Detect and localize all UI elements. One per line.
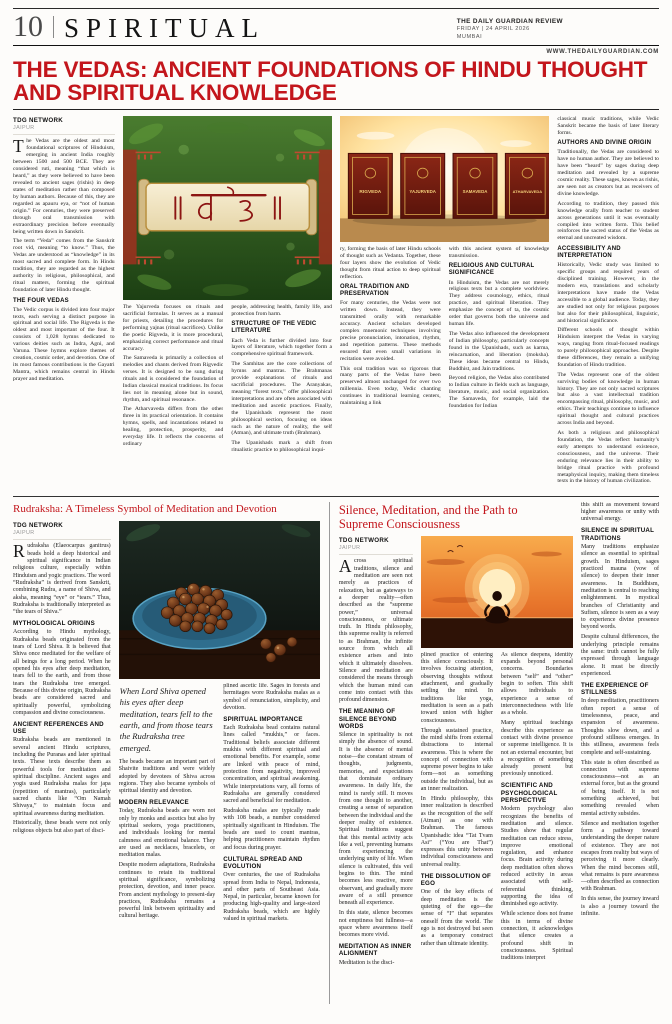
rudraksha-body — [13, 521, 320, 1004]
article-paragraph: Many spiritual teachings describe this experience as contact with divine presence or supreme intelligence. It is not an external encounter, but a recognition of something already present but previously unnoticed. — [500, 720, 573, 778]
article-paragraph: Modern psychology also recognizes the benefits of meditation and silence. Studies show that regular meditation can reduce stress, improve emotional regulation, and enhance focus. Brain activity during deep meditation often shows reduced activity in areas associated with self-referential thinking, supporting the idea of diminished ego activity. — [500, 806, 573, 908]
article-paragraph: Across spiritual traditions, silence and meditation are seen not merely as practices of relaxation, but as gateways to a deeper reality—often described as the “supreme power,” universal consciousness, or ultimate truth. In Hindu philosophy, this supreme reality is referred to as Brahman, the infinite source from which all existence arises and into which it ultimately dissolves. Silence and meditation are considered the means through which the human mind can come into contact with this profound dimension. — [338, 555, 413, 704]
lead-headline — [13, 58, 659, 110]
lead-middle-right-columns — [340, 246, 549, 490]
article-paragraph: The Vedas are the oldest and most foundational scriptures of Hinduism, emerging in ancient India roughly between 1500 and 500 BCE. They are considered ruti, meaning “that which is heard,” as they were believed to have been revealed to ancient sages (rishis) in deep states of meditation rather than composed by human authors. Because of this, they are regarded as apauru eya, or “not of human origin.” For centuries, they were preserved through oral transmission with extraordinary precision before eventually being written down in Sanskrit. — [13, 135, 115, 235]
rudraksha-column-2 — [119, 683, 216, 1004]
silence-headline-line1: Silence, Meditation, and the Path to — [338, 502, 518, 517]
lead-headline-line1: THE VEDAS: ANCIENT FOUNDATIONS OF HINDU THOUGHT — [13, 56, 648, 82]
section-title: SPIRITUAL — [64, 12, 266, 43]
sun — [479, 569, 515, 607]
article-subhead: THE EXPERIENCE OF STILLNESS — [580, 681, 649, 697]
issue-info — [457, 18, 563, 40]
article-paragraph: Beyond religion, the Vedas also contributed to Indian culture in fields such as language, literature, music, and social organization. The Samaveda, for example, laid the foundation for Indian — [448, 375, 550, 409]
book-title: RIGVEDA — [359, 188, 382, 194]
article-paragraph: this shift as movement toward higher awareness or unity with universal energy. — [580, 501, 659, 523]
article-paragraph: Despite modern adaptations, Rudraksha continues to retain its traditional spiritual significance, symbolizing protection, devotion, and inner peace. From ancient mythology to present-day practices, Rudraksha remains a powerful link between spirituality and cultural heritage. — [118, 862, 216, 920]
silence-right-group — [421, 536, 573, 1004]
article-paragraph: Historically, these beads were not only religious objects but also part of disci- — [13, 820, 111, 834]
city-line: MUMBAI — [456, 33, 483, 40]
article-paragraph: The Atharvaveda differs from the other three in its practical orientation. It contains hymns, spells, and incantations related to healing, protection, prosperity, and everyday life. It reflects the concerns of ordinary — [122, 406, 224, 448]
silence-main — [339, 502, 573, 1004]
book-atharvaveda — [505, 153, 549, 218]
article-paragraph: In deep meditation, practitioners often report a sense of timelessness, peace, and expansion of awareness. Thoughts slow down, and a profound stillness emerges. In this stillness, awareness feels complete and self-sustaining. — [580, 698, 659, 756]
rudraksha-column-1-text — [13, 540, 111, 835]
rudraksha-inner-columns — [119, 683, 320, 1004]
article-paragraph: Rudraksha (Elaeocarpus ganitrus) beads hold a deep historical and spiritual significance in Indian religious culture, especially within Hinduism and yogic practices. The word “Rudraksha” is derived from Sanskrit, combining Rudra, a name of Shiva, and aksha, meaning “eye” or “tears.” Thus, Rudraksha is traditionally interpreted as “the tears of Shiva.” — [13, 540, 111, 616]
article-paragraph: In Hindu philosophy, this inner realization is described as the recognition of the self (Atman) as one with Brahman. The famous Upanishadic idea “Tat Tvam Asi” (“You are That”) expresses this unity between individual consciousness and universal reality. — [420, 795, 493, 868]
article-subhead: ORAL TRADITION AND PRESERVATION — [340, 284, 410, 298]
article-paragraph: According to tradition, they passed this knowledge orally from teacher to student across generations until it was eventually compiled into written form. This belief reinforces the sacred status of the Vedas as eternal and uncreated wisdom. — [557, 200, 659, 242]
lead-article — [13, 58, 659, 490]
byline — [13, 116, 115, 136]
lead-middle-right-group — [340, 116, 549, 490]
lead-column-4 — [340, 246, 441, 490]
bottom-section — [13, 502, 659, 1004]
article-paragraph: In this sense, the journey inward is also a journey toward the infinite. — [580, 896, 659, 917]
article-paragraph: classical music traditions, while Vedic Sanskrit became the basis of later literary forms. — [557, 115, 659, 136]
article-paragraph: The beads became an important part of Shaivite traditions and were widely adopted by devotees of Shiva across regions. They also became symbols of spiritual identity and devotion. — [118, 759, 216, 795]
page-number: 10 — [13, 10, 43, 43]
article-paragraph: with this ancient system of knowledge transmission. — [448, 245, 550, 259]
silence-article — [339, 502, 659, 1004]
story-vertical-divider — [329, 502, 330, 1004]
article-paragraph: Silence in spirituality is not simply the absence of sound. It is the absence of mental noise—the constant stream of thoughts, judgments, memories, and expectations that dominate ordinary awareness. In daily life, the mind is rarely still. It moves from one thought to another, creating a sense of separation between the individual and the deeper reality of existence. Spiritual traditions suggest that this mental activity acts like a veil, preventing humans from experiencing the underlying unity of life. When silence is cultivated, this veil begins to thin. The mind becomes less reactive, more observant, and gradually more aware of a still presence beneath all experience. — [338, 732, 413, 907]
article-paragraph: The Vedic corpus is divided into four major texts, each serving a distinct purpose in spiritual and social life. The Rigveda is the oldest and most important of the four. It consists of 1,028 hymns dedicated to various deities such as Indra, Agni, and Varuna. These hymns explore themes of creation, cosmic order, and devotion. One of its most famous contributions is the Gayatri Mantra, which remains central in Hindu prayer and meditation. — [13, 306, 115, 383]
article-paragraph: Different schools of thought within Hinduism interpret the Vedas in varying ways, ranging from ritual-focused readings to purely philosophical approaches. Despite these differences, they remain a unifying foundation of Hindu tradition. — [557, 327, 659, 369]
article-paragraph: Over centuries, the use of Rudraksha spread from India to Nepal, Indonesia, and other parts of Southeast Asia. Nepal, in particular, became known for producing high-quality and large-sized Rudraksha beads, which are highly valued in spiritual markets. — [223, 872, 320, 923]
lead-headline-line2: AND SPIRITUAL KNOWLEDGE — [13, 79, 337, 105]
publication-name: THE DAILY GUARDIAN REVIEW — [456, 17, 563, 25]
byline — [339, 536, 413, 556]
article-paragraph: Despite cultural differences, the underlying principle remains the same: truth cannot be fully expressed through language alone. It must be directly experienced. — [580, 634, 659, 677]
lead-column-2 — [123, 304, 224, 490]
article-subhead: MYTHOLOGICAL ORIGINS — [13, 620, 95, 628]
article-paragraph: When Lord Shiva opened his eyes after deep meditation, tears fell to the earth, and from those tears the Rudraksha tree emerged. — [119, 685, 213, 753]
article-paragraph: This state is often described as connection with supreme consciousness—not as an external force, but as the ground of being itself. It is not something achieved, but something revealed when mental activity subsides. — [580, 759, 659, 817]
article-subhead: THE DISSOLUTION OF EGO — [420, 872, 492, 887]
article-paragraph: people, addressing health, family life, and protection from harm. — [231, 303, 332, 317]
silence-headline-line2: Supreme Consciousness — [338, 516, 461, 531]
masthead — [13, 9, 659, 45]
silence-column-1 — [339, 536, 413, 1004]
masthead-divider — [53, 16, 54, 38]
byline-agency: TDG NETWORK — [338, 536, 389, 544]
article-paragraph: Through sustained practice, the mind shifts from external distractions to internal awareness. This is where the concept of connection with supreme power begins to take form—not as something outside the individual, but as an inner realization. — [420, 727, 493, 793]
article-paragraph: The Vedas represent one of the oldest surviving bodies of knowledge in human history. They are not only sacred scriptures but also a vast intellectual tradition encompassing ritual, philosophy, music, and ethics. Their teachings continue to influence spiritual thought and cultural practices across India and beyond. — [557, 371, 659, 427]
website-url: WWW.THEDAILYGUARDIAN.COM — [546, 48, 659, 55]
article-paragraph: In this state, silence becomes not emptiness but fullness—a space where awareness itself becomes more vivid. — [338, 910, 413, 939]
article-paragraph: For many centuries, the Vedas were not written down. Instead, they were transmitted orally with remarkable accuracy. Ancient scholars developed complex mnemonic techniques involving precise pronunciation, intonation, rhythm, and repetition patterns. These methods ensured that even small variations in recitation were avoided. — [340, 300, 441, 362]
article-paragraph: While science does not frame this in terms of divine connection, it acknowledges that silence creates a profound shift in consciousness. Spiritual traditions interpret — [500, 911, 573, 962]
rudraksha-beads-image — [119, 521, 320, 679]
silence-inner-columns — [421, 652, 573, 1004]
four-vedas-books-image — [340, 116, 549, 242]
article-paragraph: One of the key effects of deep meditation is the quieting of the ego—the sense of “I” that separates oneself from the world. The ego is not destroyed but seen as a temporary construct rather than ultimate identity. — [420, 889, 493, 947]
article-subhead: SILENCE IN SPIRITUAL TRADITIONS — [580, 527, 654, 542]
article-paragraph: Meditation is the disci- — [338, 959, 395, 966]
article-paragraph: Each Veda is further divided into four layers of literature, which together form a comprehensive spiritual framework. — [231, 337, 332, 358]
article-paragraph: ry, forming the basis of later Hindu schools of thought such as Vedanta. Together, these four layers show the evolution of Vedic thought from ritual action to deep spiritual reflection. — [340, 245, 441, 280]
article-subhead: SPIRITUAL IMPORTANCE — [223, 715, 303, 723]
article-paragraph: In Hinduism, the Vedas are not merely religious texts but a complete worldview. They address cosmology, ethics, ritual practice, and spiritual liberation. They emphasize the concept of ta, the cosmic order that governs both the universe and human life. — [448, 279, 550, 328]
book-title: SAMAVEDA — [462, 188, 488, 194]
lead-middle-left-group — [123, 116, 332, 490]
vedic-banner-image — [123, 116, 332, 300]
article-subhead: AUTHORS AND DIVINE ORIGIN — [557, 140, 652, 147]
silence-column-2 — [421, 652, 493, 1004]
silence-layout — [339, 502, 659, 1004]
lead-middle-left-columns — [123, 304, 332, 490]
article-paragraph: plined practice of entering this silence consciously. It involves focusing attention, observing thoughts without attachment, and gradually settling the mind. In traditions like yoga, meditation is seen as a path toward union with higher consciousness. — [420, 651, 493, 724]
silence-column-1-text — [338, 555, 413, 967]
rudraksha-article — [13, 502, 320, 1004]
rudraksha-headline: Rudraksha: A Timeless Symbol of Meditation and Devotion — [13, 502, 277, 515]
article-paragraph: Many traditions emphasize silence as essential to spiritual growth. In Hinduism, sages practiced mauna (vow of silence) to deepen their inner awareness. In Buddhism, meditation is central to reaching enlightenment. In mystical branches of Christianity and Sufism, silence is seen as a way to experience divine presence beyond words. — [580, 544, 659, 631]
article-subhead: CULTURAL SPREAD AND EVOLUTION — [223, 855, 303, 870]
article-subhead: MEDITATION AS INNER ALIGNMENT — [338, 943, 412, 958]
article-paragraph: Traditionally, the Vedas are considered to have no human author. They are believed to have been “heard” by sages during deep meditation and revealed by a supreme cosmic reality. These sages, known as rishis, are seen not as creators but as receivers of divine knowledge. — [557, 149, 659, 198]
rudraksha-column-3 — [223, 683, 320, 1004]
book-samaveda — [453, 153, 497, 218]
byline-place: JAIPUR — [13, 530, 35, 537]
lead-column-1-text — [13, 135, 115, 383]
article-paragraph: The Samhitas are the core collections of hymns and mantras. The Brahmanas provide explanations of rituals and sacrificial procedures. The Aranyakas, meaning “forest texts,” offer philosophical interpretations and are often associated with meditation and ascetic practices. Finally, the Upanishads represent the most philosophical section, focusing on ideas such as the nature of reality, the self (Atman), and ultimate truth (Brahman). — [231, 360, 332, 437]
article-paragraph: The Yajurveda focuses on rituals and sacrificial formulas. It serves as a manual for priests, detailing the procedures for performing yajnas (ritual sacrifices). Unlike the poetic Rigveda, it is more procedural, emphasizing correct performance and ritual accuracy. — [122, 303, 224, 352]
article-subhead: RELIGIOUS AND CULTURAL SIGNIFICANCE — [448, 263, 535, 277]
lead-column-6 — [557, 116, 659, 490]
silence-column-3 — [501, 652, 573, 1004]
article-subhead: SCIENTIFIC AND PSYCHOLOGICAL PERSPECTIVE — [500, 782, 558, 804]
silence-body — [339, 536, 573, 1004]
article-paragraph: As silence deepens, identity expands beyond personal concerns. Boundaries between “self” and “other” begin to soften. This shift allows individuals to experience a sense of interconnectedness with life as a whole. — [500, 651, 573, 717]
byline-place: JAIPUR — [13, 125, 35, 132]
rudraksha-column-1 — [13, 521, 111, 1004]
article-paragraph: Today, Rudraksha beads are worn not only by monks and ascetics but also by spiritual seekers, yoga practitioners, and individuals looking for mental calmness and emotional balance. They are used as necklaces, bracelets, or meditation malas. — [118, 808, 216, 859]
article-paragraph: The Vedas also influenced the development of Indian philosophy, particularly concepts found in the Upanishads, such as karma, reincarnation, and liberation (moksha). These ideas became central to Hindu, Buddhist, and Jain traditions. — [448, 330, 550, 372]
article-paragraph: This oral tradition was so rigorous that many parts of the Vedas have been preserved almost unchanged for over two millennia. Even today, Vedic chanting continues in traditional learning centers, maintaining a link — [340, 365, 441, 407]
right-red-banner — [318, 149, 332, 264]
book-rigveda — [348, 153, 392, 218]
silence-column-4 — [581, 502, 659, 1004]
byline-agency: TDG NETWORK — [13, 521, 64, 529]
lead-column-3 — [231, 304, 332, 490]
article-subhead: THE MEANING OF SILENCE BEYOND WORDS — [338, 708, 397, 730]
book-yajurveda — [401, 153, 445, 218]
date-line: FRIDAY | 24 APRIL 2026 — [456, 26, 530, 32]
article-paragraph: According to Hindu mythology, Rudraksha beads originated from the tears of Lord Shiva. It is believed that Shiva once meditated for the welfare of all beings for a long period. When he opened his eyes after deep meditation, tears fell to the earth, and from those tears the Rudraksha tree emerged. Because of this divine origin, Rudraksha beads are considered sacred and spiritually powerful, symbolizing compassion and divine consciousness. — [13, 629, 111, 716]
article-paragraph: plined ascetic life. Sages in forests and hermitages wore Rudraksha malas as a symbol of renunciation, simplicity, and devotion. — [223, 682, 320, 711]
lead-article-body — [13, 116, 659, 490]
rudraksha-right-group — [119, 521, 320, 1004]
left-red-banner — [123, 149, 137, 264]
byline-agency: TDG NETWORK — [13, 116, 64, 124]
silence-headline — [339, 503, 573, 531]
lead-column-1 — [13, 116, 115, 490]
article-paragraph: Rudraksha beads are mentioned in several ancient Hindu scriptures, including the Puranas and later spiritual texts. These texts describe them as powerful tools for meditation and spiritual discipline. Ancient sages and yogis used Rudraksha malas for japa (repetition of mantras), particularly sacred chants like “Om Namah Shivaya,” to maintain focus and spiritual awareness during meditation. — [13, 737, 111, 817]
article-paragraph: The Samaveda is primarily a collection of melodies and chants derived from Rigvedic verses. It is designed to be sung during rituals and is considered the foundation of Indian classical musical traditions. Its focus lies not in meaning alone but in sound, rhythm, and spiritual resonance. — [122, 355, 224, 403]
article-paragraph: Silence and meditation together form a pathway toward understanding the deeper nature of existence. They are not escapes from reality but ways of perceiving it more clearly. When the mind becomes still, what remains is pure awareness—often described as connection with Brahman. — [580, 820, 659, 893]
book-title: ATHARVAVEDA — [512, 189, 543, 194]
lead-column-5 — [449, 246, 550, 490]
article-paragraph: Historically, Vedic study was limited to specific groups and required years of disciplined training. However, in the modern era, translations and scholarly interpretations have made the Vedas accessible to a global audience. Today, they are studied not only for religious purposes but also for their philosophical, linguistic, and historical significance. — [557, 262, 659, 324]
article-subhead: ACCESSIBILITY AND INTERPRETATION — [557, 245, 621, 260]
book-title: YAJURVEDA — [409, 188, 436, 194]
meditation-sunset-image — [421, 536, 573, 648]
masthead-rule — [13, 45, 659, 46]
article-paragraph: As both a religious and philosophical foundation, the Vedas reflect humanity’s early attempts to understand existence, consciousness, and the universe. Their enduring relevance lies in their ability to bridge ritual practice with profound metaphysical inquiry, making them timeless texts in the history of human civilization. — [557, 429, 659, 485]
article-subhead: STRUCTURE OF THE VEDIC LITERATURE — [231, 321, 317, 335]
article-paragraph: Each Rudraksha bead contains natural lines called “mukhis,” or faces. Traditional beliefs associate different mukhis with different spiritual and emotional benefits. For example, some are linked with peace of mind, protection from negativity, improved concentration, and spiritual awakening. While interpretations vary, all forms of Rudraksha are generally considered sacred and beneficial for meditation. — [223, 725, 320, 805]
byline — [13, 521, 111, 541]
byline-place: JAIPUR — [338, 545, 361, 552]
article-paragraph: Rudraksha malas are typically made with 108 beads, a number considered spiritually significant in Hinduism. The beads are used to count mantras, helping practitioners maintain rhythm and focus during prayer. — [223, 808, 320, 851]
article-paragraph: The term “Veda” comes from the Sanskrit root vid, meaning “to know.” Thus, the Vedas are understood as “knowledge” in its most sacred and complete form. In Hindu tradition, they are regarded as the highest authority in religious, philosophical, and ritual matters, forming the spiritual foundation of later Hindu thought. — [13, 238, 115, 293]
article-subhead: THE FOUR VEDAS — [13, 297, 69, 304]
article-subhead: ANCIENT REFERENCES AND USE — [13, 720, 104, 736]
section-divider-rule — [13, 496, 659, 497]
article-paragraph: The Upanishads mark a shift from ritualistic practice to philosophical inqui- — [231, 440, 332, 453]
article-subhead: MODERN RELEVANCE — [118, 799, 189, 807]
